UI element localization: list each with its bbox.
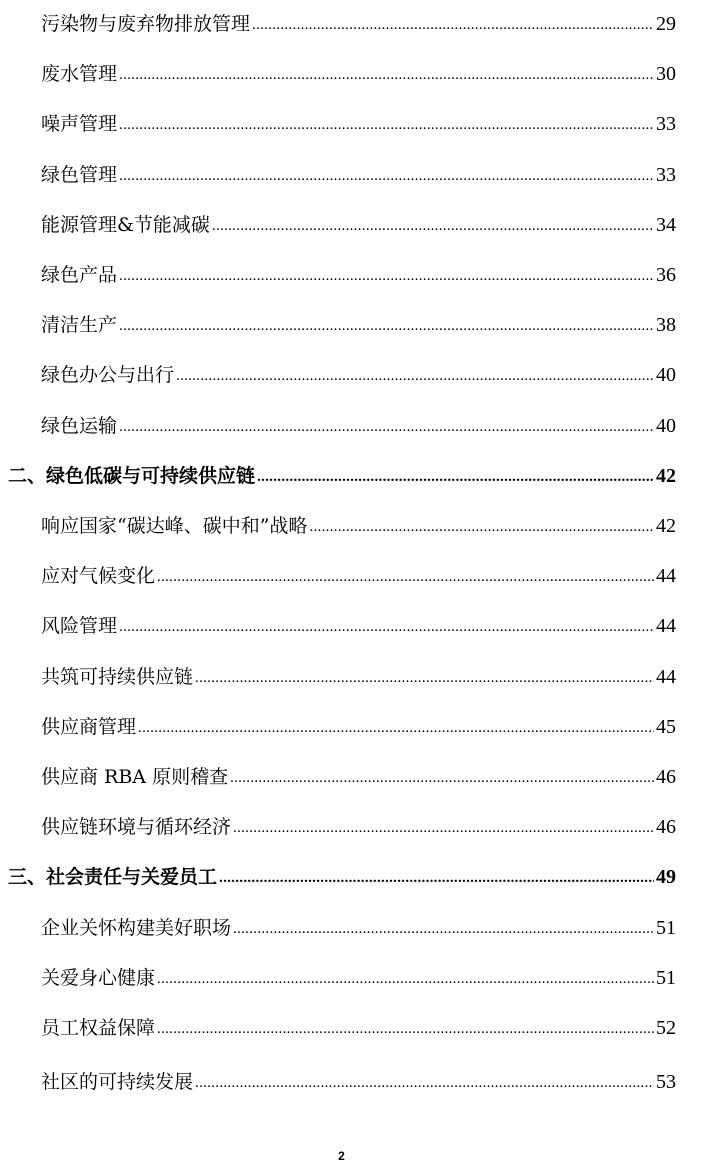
toc-entry-page: 40 xyxy=(656,414,676,437)
dot-leader xyxy=(138,717,654,739)
dot-leader xyxy=(212,215,654,237)
dot-leader xyxy=(119,315,654,337)
toc-entry-page: 44 xyxy=(656,665,676,688)
toc-entry-page: 51 xyxy=(656,916,676,939)
toc-entry[interactable] xyxy=(41,307,676,337)
toc-entry[interactable] xyxy=(41,960,676,990)
dot-leader xyxy=(219,867,654,889)
toc-entry-title: 共筑可持续供应链 xyxy=(41,665,194,688)
dot-leader xyxy=(119,64,654,86)
toc-entry[interactable] xyxy=(41,759,676,789)
toc-entry[interactable] xyxy=(41,207,676,237)
toc-entry[interactable] xyxy=(41,1010,676,1040)
toc-entry[interactable] xyxy=(41,1064,676,1094)
toc-entry[interactable] xyxy=(41,659,676,689)
dot-leader xyxy=(252,14,654,36)
toc-entry-page: 45 xyxy=(656,715,676,738)
toc-entry-page: 29 xyxy=(656,13,676,35)
toc-entry-title: 噪声管理 xyxy=(41,113,118,136)
toc-entry-page: 44 xyxy=(656,615,676,638)
toc-entry-page: 42 xyxy=(656,464,676,487)
toc-entry-title: 企业关怀构建美好职场 xyxy=(41,916,232,939)
toc-entry[interactable] xyxy=(41,508,676,538)
toc-entry-title: 清洁生产 xyxy=(41,314,118,337)
dot-leader xyxy=(195,1072,654,1094)
toc-entry-title: 能源管理&节能减碳 xyxy=(41,213,210,236)
dot-leader xyxy=(309,516,654,538)
toc-entry-title: 废水管理 xyxy=(41,63,118,86)
toc-entry-page: 33 xyxy=(656,113,676,136)
dot-leader xyxy=(230,767,654,789)
toc-entry-title: 污染物与废弃物排放管理 xyxy=(41,13,251,35)
toc-entry-page: 44 xyxy=(656,565,676,588)
toc-entry-title: 绿色办公与出行 xyxy=(41,364,175,387)
toc-entry[interactable] xyxy=(41,608,676,638)
toc-entry[interactable] xyxy=(41,558,676,588)
toc-entry-page: 52 xyxy=(656,1017,676,1039)
dot-leader xyxy=(195,667,654,689)
toc-entry-title: 响应国家“碳达峰、碳中和”战略 xyxy=(41,515,308,537)
toc-entry[interactable] xyxy=(41,106,676,136)
toc-entry-page: 51 xyxy=(656,966,676,989)
toc-entry-title: 风险管理 xyxy=(41,615,118,638)
toc-entry-page: 36 xyxy=(656,264,676,286)
toc-entry-page: 46 xyxy=(656,766,676,788)
toc-entry-title: 社区的可持续发展 xyxy=(41,1071,194,1094)
toc-entry[interactable] xyxy=(41,6,676,36)
toc-entry[interactable] xyxy=(41,910,676,940)
toc-entry-title: 三、社会责任与关爱员工 xyxy=(8,866,218,889)
dot-leader xyxy=(119,616,654,638)
toc-entry[interactable] xyxy=(41,809,676,839)
toc-entry[interactable] xyxy=(41,257,676,287)
toc-section-entry[interactable] xyxy=(8,859,676,889)
dot-leader xyxy=(157,566,654,588)
toc-entry[interactable] xyxy=(41,357,676,387)
toc-entry-page: 49 xyxy=(656,866,676,889)
toc-entry-page: 38 xyxy=(656,314,676,337)
toc-entry-page: 30 xyxy=(656,63,676,86)
dot-leader xyxy=(176,365,654,387)
toc-entry-page: 46 xyxy=(656,816,676,839)
dot-leader xyxy=(157,968,654,990)
toc-entry-title: 供应商管理 xyxy=(41,715,137,738)
dot-leader xyxy=(233,918,654,940)
dot-leader xyxy=(233,817,654,839)
toc-entry[interactable] xyxy=(41,157,676,187)
toc-entry-title: 二、绿色低碳与可持续供应链 xyxy=(8,464,256,487)
toc-entry-title: 绿色管理 xyxy=(41,163,118,186)
toc-entry[interactable] xyxy=(41,408,676,438)
toc-entry-title: 供应商 RBA 原则稽查 xyxy=(41,766,229,788)
dot-leader xyxy=(157,1018,654,1040)
toc-entry-title: 绿色运输 xyxy=(41,414,118,437)
dot-leader xyxy=(119,265,654,287)
page-number: 2 xyxy=(338,1149,345,1163)
toc-entry-page: 33 xyxy=(656,163,676,186)
dot-leader xyxy=(119,416,654,438)
toc-entry-title: 应对气候变化 xyxy=(41,565,156,588)
toc-entry[interactable] xyxy=(41,709,676,739)
toc-entry-title: 绿色产品 xyxy=(41,264,118,286)
toc-entry-title: 关爱身心健康 xyxy=(41,966,156,989)
toc-entry-page: 53 xyxy=(656,1071,676,1094)
toc-section-entry[interactable] xyxy=(8,458,676,488)
toc-entry-title: 员工权益保障 xyxy=(41,1017,156,1039)
toc-entry-page: 42 xyxy=(656,515,676,537)
toc-entry-title: 供应链环境与循环经济 xyxy=(41,816,232,839)
toc-entry[interactable] xyxy=(41,56,676,86)
dot-leader xyxy=(119,165,654,187)
toc-entry-page: 40 xyxy=(656,364,676,387)
toc-entry-page: 34 xyxy=(656,213,676,236)
dot-leader xyxy=(119,114,654,136)
dot-leader xyxy=(257,466,654,488)
